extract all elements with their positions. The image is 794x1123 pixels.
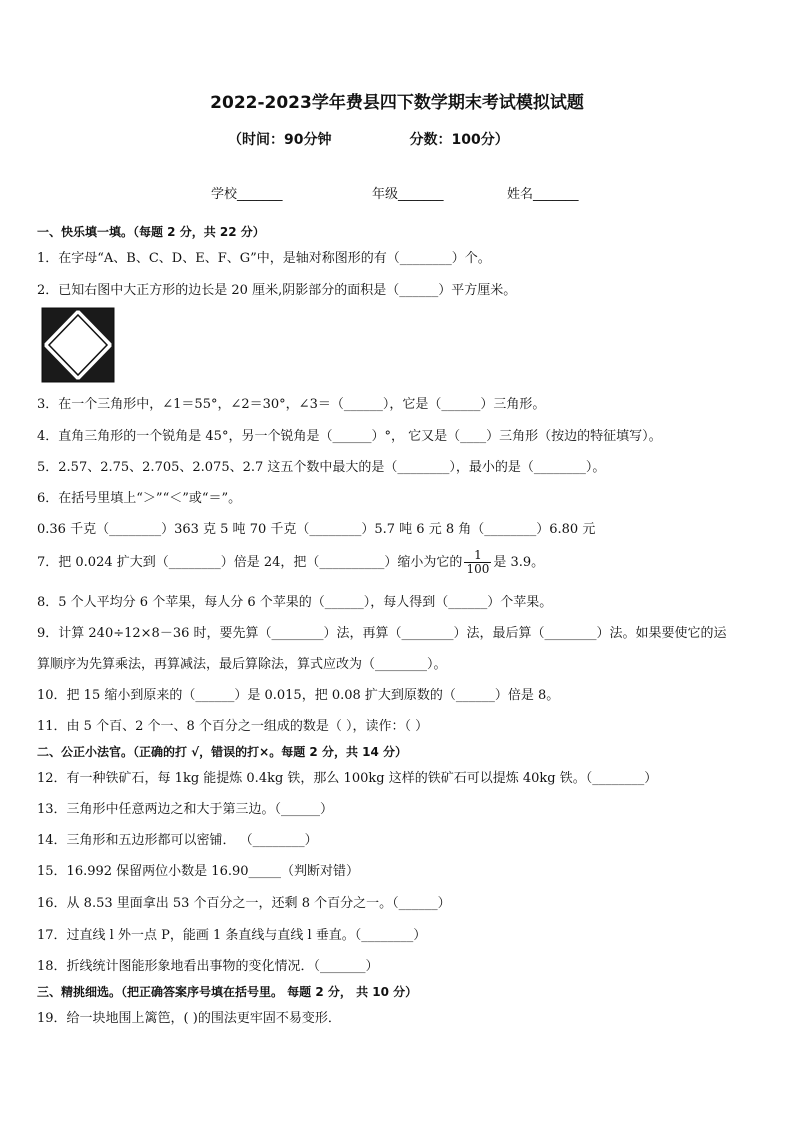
question-13: 13．三角形中任意两边之和大于第三边。（______） bbox=[37, 802, 334, 817]
question-4: 4．直角三角形的一个锐角是 45°，另一个锐角是（______）°， 它又是（____）三角形（按边的特征填写）。 bbox=[37, 429, 662, 444]
section-heading-fill: 一、快乐填一填。（每题 2 分，共 22 分） bbox=[37, 225, 265, 239]
question-2: 2．已知右图中大正方形的边长是 20 厘米,阴影部分的面积是（______）平方厘米。 bbox=[37, 283, 517, 298]
question-8: 8．5 个人平均分 6 个苹果，每人分 6 个苹果的（______），每人得到（______）个苹果。 bbox=[37, 595, 553, 610]
question-6: 6．在括号里填上“＞”“＜”或“＝”。 bbox=[37, 491, 242, 506]
question-3: 3．在一个三角形中，∠1＝55°，∠2＝30°，∠3＝（______），它是（______）三角形。 bbox=[37, 397, 546, 412]
fraction-numerator: 1 bbox=[464, 549, 491, 563]
fraction bbox=[464, 549, 491, 576]
question-9-line-2: 算顺序为先算乘法，再算减法，最后算除法，算式应改为（________）。 bbox=[37, 657, 447, 672]
question-10: 10．把 15 缩小到原来的（______）是 0.015，把 0.08 扩大到原数的（______）倍是 8。 bbox=[37, 688, 560, 703]
question-9-line-1: 9．计算 240÷12×8－36 时，要先算（________）法，再算（________）法，最后算（________）法。如果要使它的运 bbox=[37, 626, 727, 641]
question-7-text-a: 7．把 0.024 扩大到（________）倍是 24，把（__________）缩小为它的 bbox=[37, 555, 463, 570]
exam-subtitle: （时间：90分钟 分数：100分） bbox=[228, 132, 509, 148]
question-6-items: 0.36 千克（________）363 克 5 吨 70 千克（________）5.7 吨 6 元 8 角（________）6.80 元 bbox=[37, 522, 596, 537]
exam-title: 2022-2023学年费县四下数学期末考试模拟试题 bbox=[210, 93, 584, 113]
name-field: 姓名_______ bbox=[507, 187, 579, 202]
square-with-shaded-corners-icon bbox=[40, 306, 116, 384]
question-12: 12．有一种铁矿石，每 1kg 能提炼 0.4kg 铁，那么 100kg 这样的铁矿石可以提炼 40kg 铁。（________） bbox=[37, 771, 658, 786]
section-heading-choice: 三、精挑细选。（把正确答案序号填在括号里。 每题 2 分， 共 10 分） bbox=[37, 985, 418, 999]
question-7 bbox=[37, 549, 767, 577]
question-1: 1．在字母“A、B、C、D、E、F、G”中，是轴对称图形的有（________）个。 bbox=[37, 251, 491, 266]
question-18: 18．折线统计图能形象地看出事物的变化情况．（_______） bbox=[37, 959, 379, 974]
question-5: 5．2.57、2.75、2.705、2.075、2.7 这五个数中最大的是（________），最小的是（________）。 bbox=[37, 460, 606, 475]
question-16: 16．从 8.53 里面拿出 53 个百分之一，还剩 8 个百分之一。（______） bbox=[37, 896, 451, 911]
grade-field: 年级_______ bbox=[372, 187, 444, 202]
question-14: 14．三角形和五边形都可以密铺． （________） bbox=[37, 833, 318, 848]
question-11: 11．由 5 个百、2 个一、8 个百分之一组成的数是（ ），读作：（ ） bbox=[37, 719, 429, 734]
fraction-denominator: 100 bbox=[466, 562, 490, 576]
question-7-text-b: 是 3.9。 bbox=[493, 555, 545, 570]
question-15: 15．16.992 保留两位小数是 16.90_____（判断对错） bbox=[37, 864, 360, 879]
section-heading-judge: 二、公正小法官。（正确的打 √，错误的打×。每题 2 分，共 14 分） bbox=[37, 745, 407, 759]
question-19: 19．给一块地围上篱笆，( )的围法更牢固不易变形． bbox=[37, 1011, 341, 1026]
question-17: 17．过直线 l 外一点 P，能画 1 条直线与直线 l 垂直。（________） bbox=[37, 928, 427, 943]
school-field: 学校_______ bbox=[211, 187, 283, 202]
